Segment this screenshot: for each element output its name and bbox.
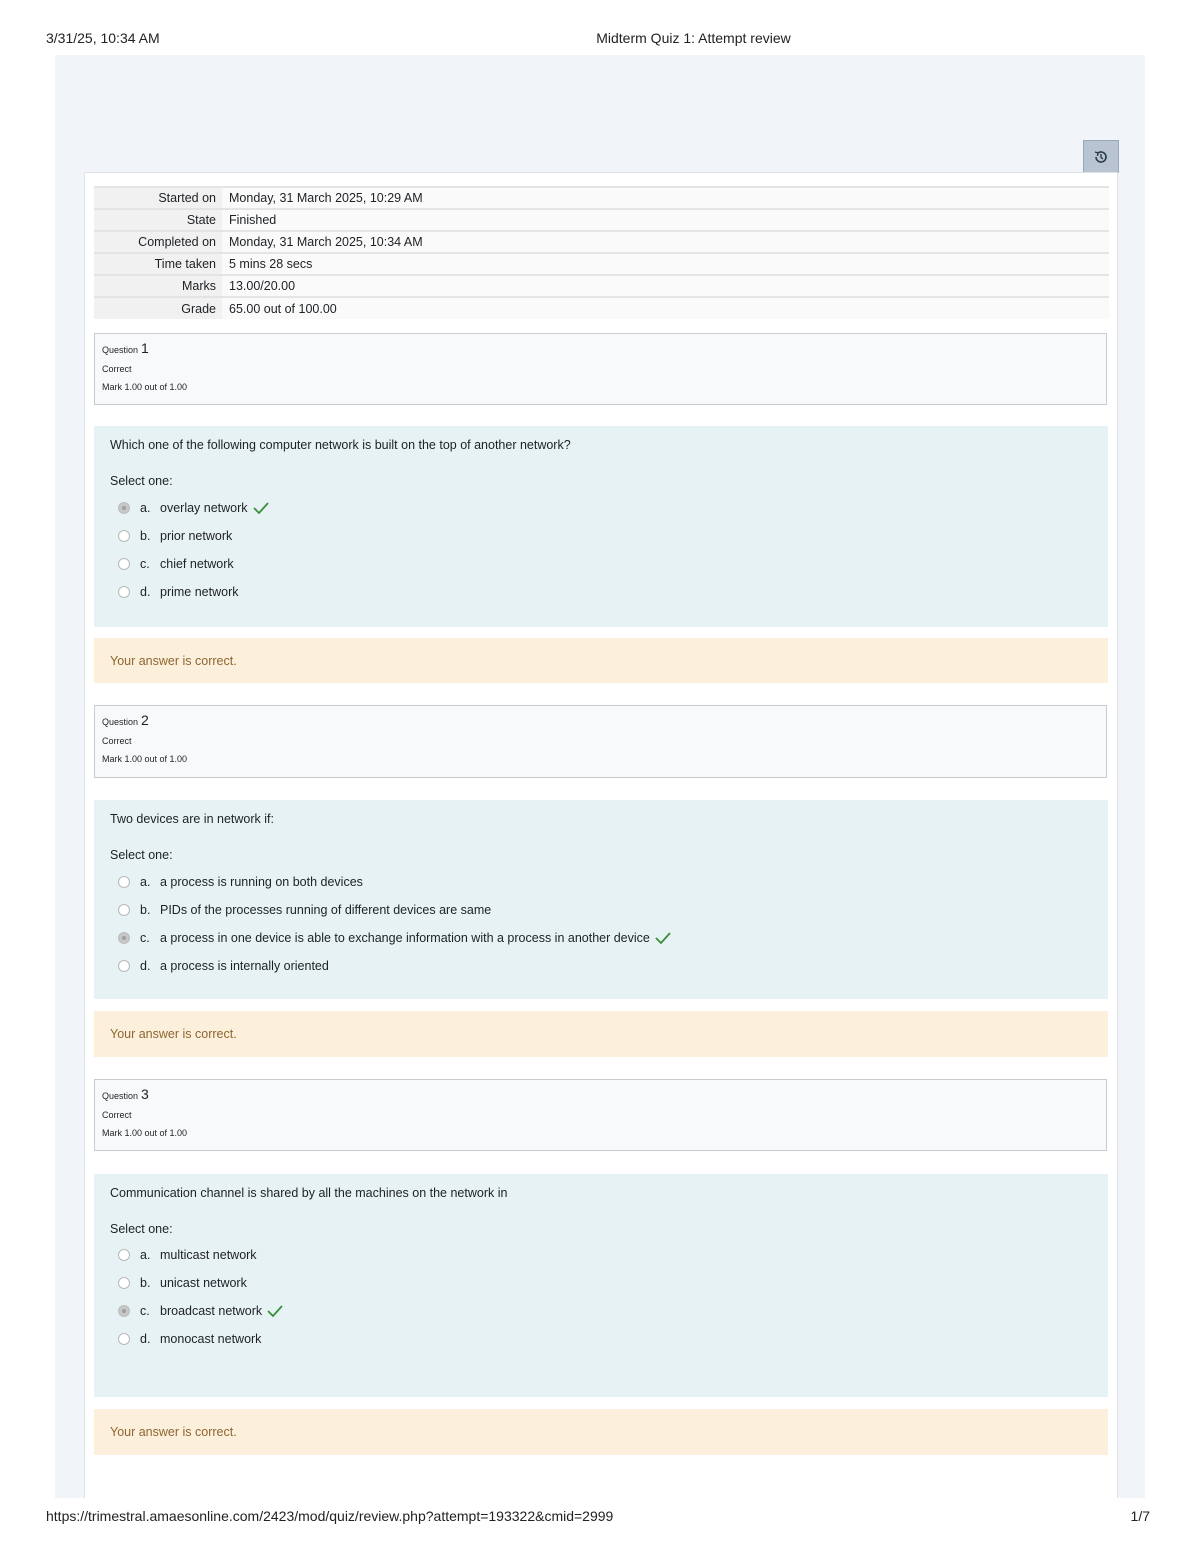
answer-text: prior network [160, 529, 233, 543]
summary-row [94, 253, 1109, 275]
answer-option[interactable] [118, 1245, 257, 1265]
answer-letter: d. [140, 1332, 151, 1346]
answer-option[interactable] [118, 554, 234, 574]
answer-option[interactable] [118, 900, 491, 920]
question-state: Correct [102, 736, 132, 746]
print-date: 3/31/25, 10:34 AM [46, 30, 160, 46]
summary-value: Monday, 31 March 2025, 10:29 AM [222, 187, 1109, 209]
answer-text: a process is internally oriented [160, 959, 329, 973]
answer-radio[interactable] [118, 1305, 130, 1317]
answer-option[interactable] [118, 582, 239, 602]
question-state: Correct [102, 364, 132, 374]
answer-letter: b. [140, 1276, 151, 1290]
summary-row [94, 209, 1109, 231]
answer-radio[interactable] [118, 876, 130, 888]
answer-radio[interactable] [118, 586, 130, 598]
question-formulation-1 [94, 426, 1108, 627]
print-title: Midterm Quiz 1: Attempt review [596, 30, 791, 46]
question-number: 2 [141, 712, 149, 728]
answer-text: PIDs of the processes running of different devices are same [160, 903, 492, 917]
answer-letter: b. [140, 529, 151, 543]
summary-value: 5 mins 28 secs [222, 253, 1109, 275]
question-text: Communication channel is shared by all the machines on the network in [110, 1186, 508, 1200]
check-icon [253, 502, 269, 514]
answer-text: chief network [160, 557, 234, 571]
attempt-summary-table [94, 186, 1109, 319]
answer-text: a process is running on both devices [160, 875, 363, 889]
question-mark: Mark 1.00 out of 1.00 [102, 382, 188, 392]
answer-radio[interactable] [118, 530, 130, 542]
print-footer [0, 1508, 1200, 1526]
summary-value: 13.00/20.00 [222, 275, 1109, 297]
question-mark: Mark 1.00 out of 1.00 [102, 1128, 188, 1138]
question-number: 3 [141, 1086, 149, 1102]
answer-option[interactable] [118, 928, 671, 948]
answer-letter: d. [140, 585, 151, 599]
answer-text: prime network [160, 585, 239, 599]
select-one-prompt: Select one: [110, 848, 173, 862]
question-label: Question [102, 345, 139, 355]
answer-feedback-3: Your answer is correct. [94, 1409, 1108, 1455]
timer-toggle-button[interactable] [1083, 140, 1119, 173]
summary-label: Marks [94, 275, 222, 297]
question-formulation-3 [94, 1174, 1108, 1397]
answer-letter: a. [140, 501, 151, 515]
answer-radio[interactable] [118, 932, 130, 944]
question-text: Which one of the following computer network is built on the top of another network? [110, 438, 571, 452]
answer-letter: c. [140, 557, 150, 571]
answer-text: broadcast network [160, 1304, 263, 1318]
question-label: Question [102, 1091, 139, 1101]
summary-row [94, 231, 1109, 253]
select-one-prompt: Select one: [110, 1222, 173, 1236]
summary-label: Completed on [94, 231, 222, 253]
answer-letter: d. [140, 959, 151, 973]
answer-radio[interactable] [118, 1277, 130, 1289]
summary-value: Monday, 31 March 2025, 10:34 AM [222, 231, 1109, 253]
question-number: 1 [141, 340, 149, 356]
check-icon [655, 932, 671, 944]
question-state: Correct [102, 1110, 132, 1120]
answer-option[interactable] [118, 498, 269, 518]
answer-option[interactable] [118, 1301, 283, 1321]
summary-value: 65.00 out of 100.00 [222, 297, 1109, 319]
answer-radio[interactable] [118, 558, 130, 570]
page-number: 1/7 [1130, 1508, 1150, 1524]
answer-radio[interactable] [118, 904, 130, 916]
answer-option[interactable] [118, 1273, 247, 1293]
summary-label: Grade [94, 297, 222, 319]
answer-feedback-1: Your answer is correct. [94, 638, 1108, 683]
answer-option[interactable] [118, 1329, 261, 1349]
answer-text: monocast network [160, 1332, 262, 1346]
answer-letter: c. [140, 1304, 150, 1318]
answer-text: a process in one device is able to exchange information with a process in another device [160, 931, 650, 945]
answer-text: unicast network [160, 1276, 247, 1290]
question-text: Two devices are in network if: [110, 812, 274, 826]
check-icon [267, 1305, 283, 1317]
question-label: Question [102, 717, 139, 727]
answer-option[interactable] [118, 956, 329, 976]
answer-radio[interactable] [118, 502, 130, 514]
page-url: https://trimestral.amaesonline.com/2423/mod/quiz/review.php?attempt=193322&cmid=2999 [46, 1508, 614, 1524]
question-mark: Mark 1.00 out of 1.00 [102, 754, 188, 764]
answer-radio[interactable] [118, 960, 130, 972]
answer-radio[interactable] [118, 1249, 130, 1261]
question-info-1 [94, 333, 1107, 405]
answer-option[interactable] [118, 526, 232, 546]
answer-text: multicast network [160, 1248, 257, 1262]
question-info-2 [94, 705, 1107, 778]
answer-option[interactable] [118, 872, 363, 892]
question-formulation-2 [94, 800, 1108, 999]
answer-text: overlay network [160, 501, 248, 515]
print-header [0, 30, 1200, 48]
summary-row [94, 187, 1109, 209]
answer-letter: a. [140, 1248, 151, 1262]
answer-radio[interactable] [118, 1333, 130, 1345]
answer-letter: a. [140, 875, 151, 889]
answer-feedback-2: Your answer is correct. [94, 1011, 1108, 1057]
summary-value: Finished [222, 209, 1109, 231]
question-info-3 [94, 1079, 1107, 1151]
summary-label: Started on [94, 187, 222, 209]
select-one-prompt: Select one: [110, 474, 173, 488]
summary-label: Time taken [94, 253, 222, 275]
summary-row [94, 297, 1109, 319]
summary-label: State [94, 209, 222, 231]
summary-row [94, 275, 1109, 297]
answer-letter: b. [140, 903, 151, 917]
history-icon [1093, 149, 1109, 165]
answer-letter: c. [140, 931, 150, 945]
